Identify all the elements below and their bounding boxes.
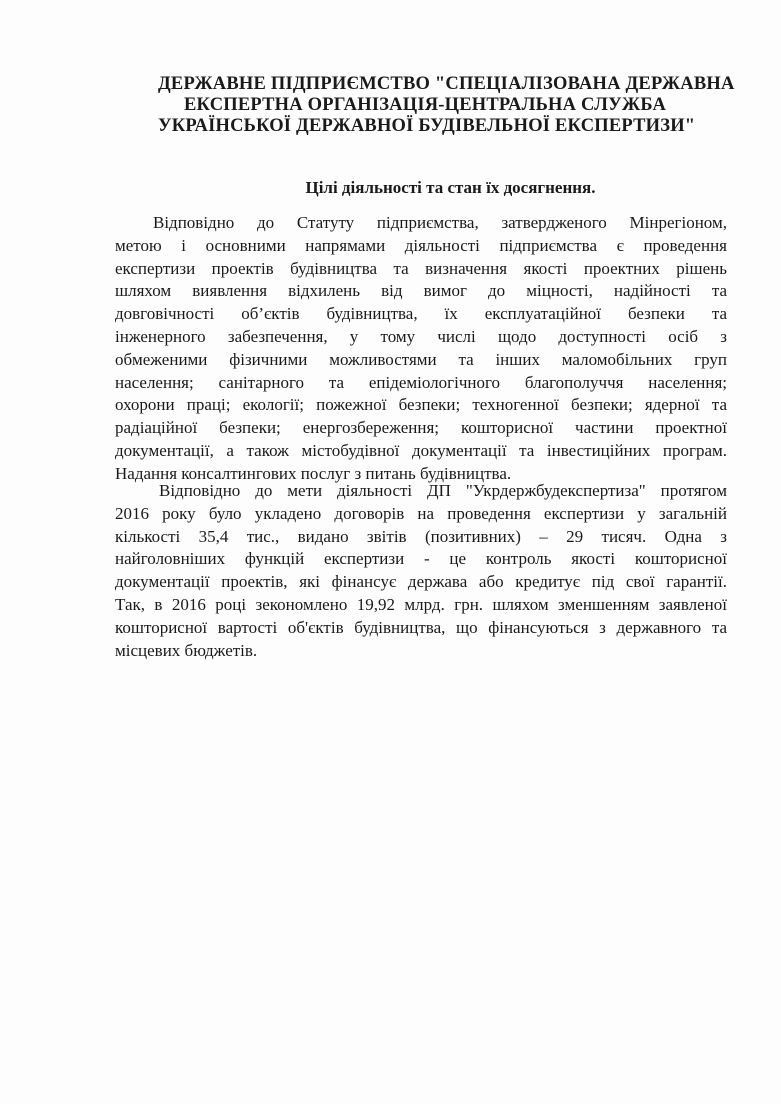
text-line: експертизи проектів будівництва та визначення якості проектних рішень xyxy=(115,258,727,278)
paragraph-goals xyxy=(115,212,727,486)
text-line: обмеженими фізичними можливостями та інших маломобільних груп xyxy=(115,349,727,369)
text-line: інженерного забезпечення, у тому числі щодо доступності осіб з xyxy=(115,326,727,346)
text-line: Відповідно до мети діяльності ДП "Укрдержбудекспертиза" протягом xyxy=(159,481,727,500)
header-line: УКРАЇНСЬКОЇ ДЕРЖАВНОЇ БУДІВЕЛЬНОЇ ЕКСПЕРТИЗИ" xyxy=(158,116,696,136)
paragraph-results xyxy=(115,480,727,662)
text-line: метою і основними напрямами діяльності підприємства є проведення xyxy=(115,235,727,255)
text-line: Відповідно до Статуту підприємства, затвердженого Мінрегіоном, xyxy=(153,213,727,232)
text-line: найголовніших функцій експертизи - це контроль якості кошторисної xyxy=(115,549,727,569)
text-line: охорони праці; екології; пожежної безпеки; техногенної безпеки; ядерної та xyxy=(115,395,727,415)
text-line: 2016 року було укладено договорів на проведення експертизи у загальній xyxy=(115,503,727,523)
text-line: Надання консалтингових послуг з питань будівництва. xyxy=(115,463,512,483)
text-line: радіаційної безпеки; енергозбереження; кошторисної частини проектної xyxy=(115,418,727,438)
section-title: Цілі діяльності та стан їх досягнення. xyxy=(305,178,596,197)
text-line: місцевих бюджетів. xyxy=(115,640,258,660)
text-line: населення; санітарного та епідеміологічного благополуччя населення; xyxy=(115,372,727,392)
text-line: документації, а також містобудівної документації та інвестиційних програм. xyxy=(115,440,727,460)
text-line: довговічності об’єктів будівництва, їх експлуатаційної безпеки та xyxy=(115,304,727,324)
header-line: ЕКСПЕРТНА ОРГАНІЗАЦІЯ-ЦЕНТРАЛЬНА СЛУЖБА xyxy=(184,95,667,115)
text-line: шляхом виявлення відхилень від вимог до міцності, надійності та xyxy=(115,281,727,301)
document-header xyxy=(150,74,740,137)
text-line: кошторисної вартості об'єктів будівництва, що фінансуються з державного та xyxy=(115,617,727,637)
text-line: кількості 35,4 тис., видано звітів (позитивних) – 29 тисяч. Одна з xyxy=(115,526,727,546)
text-line: документації проектів, які фінансує держава або кредитує під свої гарантії. xyxy=(115,572,727,592)
text-line: Так, в 2016 році зекономлено 19,92 млрд. грн. шляхом зменшенням заявленої xyxy=(115,594,727,614)
header-line: ДЕРЖАВНЕ ПІДПРИЄМСТВО "СПЕЦІАЛІЗОВАНА ДЕРЖАВНА xyxy=(158,74,735,94)
